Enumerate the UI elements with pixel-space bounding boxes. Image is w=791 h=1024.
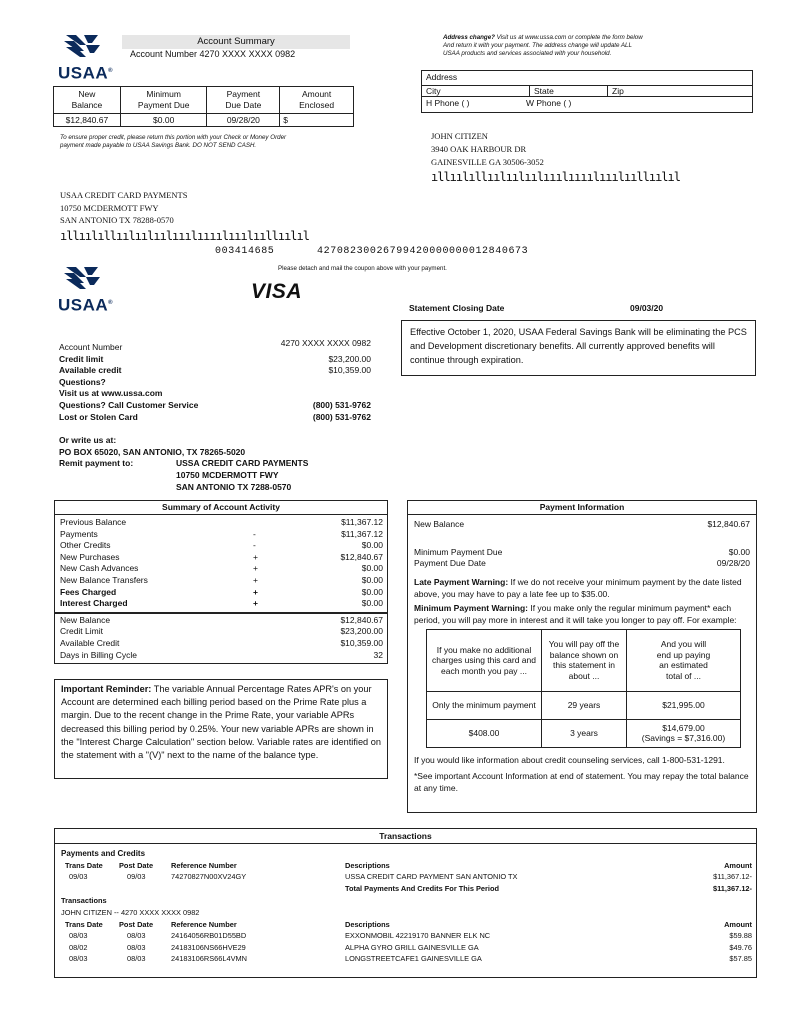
eagle-icon [62,265,102,293]
customer-name: JOHN CITIZEN [431,131,488,141]
table-row: 09/03 09/03 74270827N00XV24GY USSA CREDIT CARD PAYMENT SAN ANTONIO TX $11,367.12- [69,872,752,882]
payoff-header-pay: If you make no additional charges using this card and each month you pay ... [427,629,542,691]
questions-label: Questions? [59,376,106,387]
coupon-note: To ensure proper credit, please return this portion with your Check or Money Order payment made payable to USAA Savings Bank. DO NOT SEND CASH. [60,134,287,149]
transactions-title: Transactions [55,829,756,844]
remit-barcode: ıllıılıllıılıılıılııılıııılııılııllıılıl [60,228,309,243]
customer-street: 3940 OAK HARBOUR DR [431,144,527,154]
summary-row: New Balance $12,840.67 [60,614,383,625]
payoff-cell: $14,679.00 (Savings = $7,316.00) [627,719,741,747]
available-credit-label: Available credit [59,365,122,376]
call-label: Questions? Call Customer Service [59,399,199,410]
summary-row: Credit Limit $23,200.00 [60,626,383,637]
coupon-account-number: Account Number 4270 XXXX XXXX 0982 [130,49,296,59]
table-row: 08/03 08/03 24183106RS66L4VMN LONGSTREETCAFE1 GAINESVILLE GA $57.85 [69,954,752,964]
remit-lines: USSA CREDIT CARD PAYMENTS 10750 MCDERMOTT FWY SAN ANTONIO TX 7288-0570 [176,458,309,492]
ocr-right: 42708230026799420000000012840673 [317,246,529,257]
summary-row: Other Credits - $0.00 [60,540,383,551]
late-payment-warning: Late Payment Warning: If we do not receive your minimum payment by the date listed above, you may have to pay a late fee up to $35.00. [414,576,742,599]
account-number-label: Account Number [59,342,123,352]
total-payments-value: $11,367.12- [712,883,752,893]
coupon-header-cell: Minimum Payment Due [120,87,207,114]
summary-row: New Balance Transfers + $0.00 [60,574,383,585]
account-number: 4270 XXXX XXXX 0982 [280,338,371,348]
notice-box: Effective October 1, 2020, USAA Federal Savings Bank will be eliminating the PCS and Development discretionary benefits. All currently approved benefits will continue through expiration. [401,320,756,376]
min-due: $0.00 [728,546,750,557]
table-row: 08/03 08/03 24164056RB01D55BD EXXONMOBIL 42219170 BANNER ELK NC $59.88 [69,931,752,941]
account-info [59,338,371,493]
summary-row: New Cash Advances + $0.00 [60,563,383,574]
remit-name: USAA CREDIT CARD PAYMENTS [60,190,188,200]
customer-address [431,130,680,183]
payments-credits-header: Payments and Credits [61,849,146,858]
visa-logo: VISA [251,280,303,303]
new-balance-label: New Balance [414,519,465,529]
transactions-header-row: Trans Date Post Date Reference Number Descriptions Amount [65,861,752,870]
minimum-payment-warning: Minimum Payment Warning: If you make only the regular minimum payment* each period, you will pay more in interest and it will take you longer to pay off. For example: [414,602,737,625]
address-form[interactable] [421,70,753,113]
payment-info-title: Payment Information [408,501,756,515]
account-summary-header: Account Summary [122,35,350,49]
remit-street: 10750 MCDERMOTT FWY [60,202,159,213]
coupon-value-cell: $12,840.67 [54,114,121,127]
lost-card-label: Lost or Stolen Card [59,411,138,422]
cardholder-line: JOHN CITIZEN -- 4270 XXXX XXXX 0982 [61,907,200,917]
available-credit: $10,359.00 [328,365,371,376]
summary-title: Summary of Account Activity [55,501,387,515]
summary-row: New Purchases + $12,840.67 [60,551,383,562]
account-activity-summary [54,500,388,664]
zip-field[interactable]: Zip [612,86,624,96]
payment-information [407,500,757,813]
usaa-logo [58,33,114,83]
due-date: 09/28/20 [716,558,750,569]
summary-row: Interest Charged + $0.00 [60,598,383,609]
transactions-subheader: Transactions [61,895,107,905]
payoff-cell: Only the minimum payment [427,691,542,719]
table-row: 08/02 08/03 24183106NS66HVE29 ALPHA GYRO GRILL GAINESVILLE GA $49.76 [69,942,752,952]
transactions-section [54,828,757,978]
detach-note: Please detach and mail the coupon above with your payment. [278,265,447,272]
visit-link[interactable]: Visit us at www.ussa.com [59,388,163,399]
payment-footnote: *See important Account Information at end of statement. You may repay the total balance at any time. [414,770,749,793]
city-field[interactable]: City [422,86,530,96]
min-due-label: Minimum Payment Due [414,546,503,557]
summary-row: Fees Charged + $0.00 [60,586,383,597]
transactions-header-row: Trans Date Post Date Reference Number Descriptions Amount [65,919,752,929]
ocr-line [215,246,528,257]
state-field[interactable]: State [530,86,608,96]
address-field[interactable]: Address [422,71,752,86]
summary-row: Days in Billing Cycle 32 [60,649,383,660]
payoff-cell: 29 years [542,691,627,719]
usaa-wordmark: USAA® [58,63,114,83]
credit-limit-label: Credit limit [59,353,104,364]
new-balance: $12,840.67 [707,519,750,529]
coupon-value-cell: 09/28/20 [207,114,280,127]
coupon-table [53,86,354,127]
important-reminder: Important Reminder: The variable Annual Percentage Rates APR's on your Account are determined each billing period based on the Prime Rate plus a margin. Due to the recent change in the Prime Rate, your variable APRs decreased this billing period by 0.25%. Your new variable APRs are shown in the "Interest Charge Calculation" section below. Variable rates are identified on the statement with a "(V)" next to the name of the balance type. [54,679,388,779]
remit-address [60,189,309,242]
remit-label: Remit payment to: [59,458,134,469]
amount-enclosed-field[interactable]: $ [280,114,354,127]
total-payments-label: Total Payments And Credits For This Period [345,883,499,893]
address-change-note: Address change? Visit us at www.ussa.com or complete the form below And return it with your payment. The address change will update ALL USAA products and services associated with your household. [443,34,643,57]
payoff-header-time: You will pay off the balance shown on this statement in about ... [542,629,627,691]
work-phone-field[interactable]: W Phone ( ) [526,98,572,108]
payoff-cell: $408.00 [427,719,542,747]
po-box: PO BOX 65020, SAN ANTONIO, TX 78265-5020 [59,446,246,457]
usaa-wordmark: USAA® [58,295,114,315]
usaa-logo-statement [58,265,114,315]
summary-row: Available Credit $10,359.00 [60,637,383,648]
credit-limit: $23,200.00 [328,353,371,364]
write-label: Or write us at: [59,435,117,446]
summary-row: Previous Balance $11,367.12 [60,517,383,527]
closing-date-label: Statement Closing Date [409,303,505,313]
call-phone[interactable]: (800) 531-9762 [312,399,371,410]
coupon-header-cell: New Balance [54,87,121,114]
coupon-header-cell: Payment Due Date [207,87,280,114]
due-date-label: Payment Due Date [414,558,486,569]
customer-city: GAINESVILLE GA 30506-3052 [431,157,544,167]
payoff-table [426,629,741,748]
payoff-cell: $21,995.00 [627,691,741,719]
credit-counseling: If you would like information about credit counseling services, call 1-800-531-1291. [414,754,725,765]
closing-date: 09/03/20 [630,303,664,313]
eagle-icon [62,33,102,61]
home-phone-field[interactable]: H Phone ( ) [426,98,470,108]
remit-city: SAN ANTONIO TX 78288-0570 [60,215,174,225]
coupon-value-cell: $0.00 [120,114,207,127]
summary-row: Payments - $11,367.12 [60,528,383,539]
lost-card-phone[interactable]: (800) 531-9762 [312,411,371,422]
coupon-header-cell: Amount Enclosed [280,87,354,114]
payoff-cell: 3 years [542,719,627,747]
customer-barcode: ıllıılıllıılıılıılııılıııılııılııllıılıl [431,170,680,184]
ocr-left: 003414685 [215,246,275,257]
payoff-header-total: And you will end up paying an estimated total of ... [627,629,741,691]
